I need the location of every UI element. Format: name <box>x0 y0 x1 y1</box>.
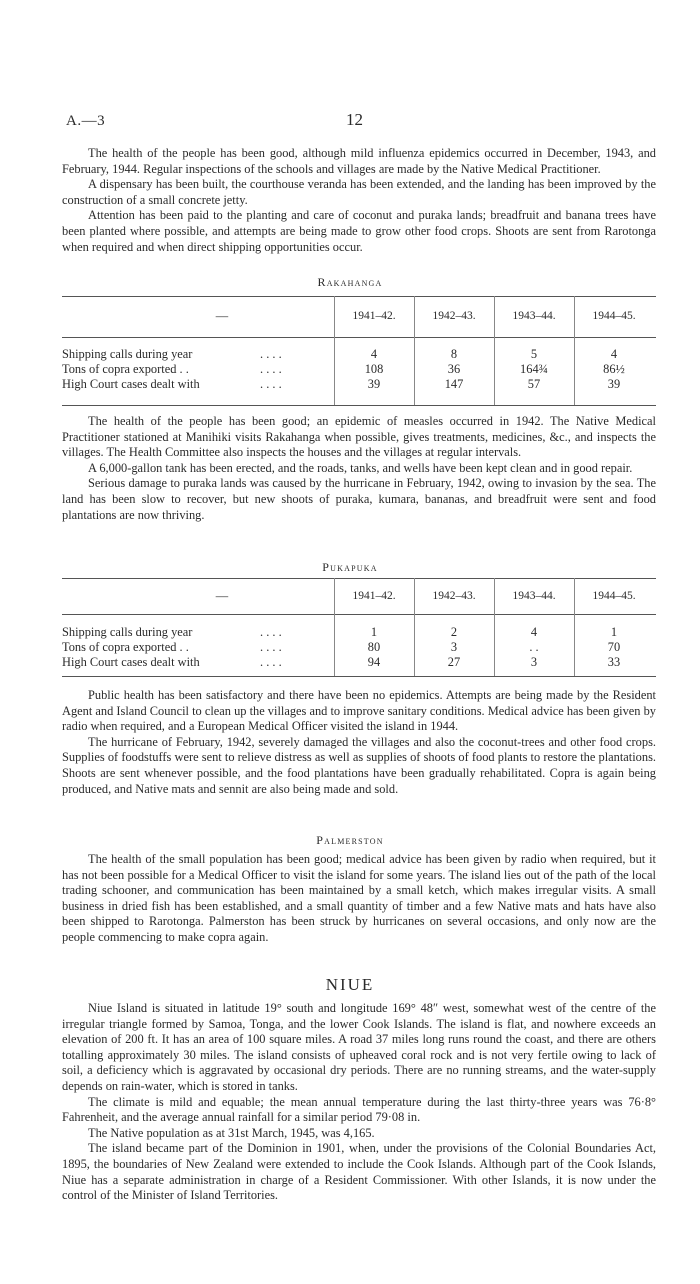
column-header: 1944–45. <box>592 310 636 322</box>
column-header: 1942–43. <box>432 590 476 602</box>
table-cell: 1 <box>370 625 378 639</box>
table-top-rule <box>62 296 656 297</box>
table-row-label: Shipping calls during year . . . . <box>62 347 282 361</box>
table-cell: 164¾ <box>520 362 548 376</box>
intro-section <box>62 146 656 255</box>
document-reference: A.—3 <box>66 113 106 129</box>
table-cell: 39 <box>367 377 381 391</box>
palmerston-text <box>62 852 656 946</box>
paragraph: Serious damage to puraka lands was caused by the hurricane in February, 1942, owing to invasion by the sea. The land has been slow to recover, but new shoots of puraka, kumara, bananas, and breadfruit were sent and food plantations are now thriving. <box>62 476 656 522</box>
table-header-rule <box>62 337 656 338</box>
paragraph: The hurricane of February, 1942, severely damaged the villages and also the coconut-trees and other food crops. Supplies of foodstuffs were sent to relieve distress as well as supplies of shoots of food plants to restore the plantations. Shoots are sent whenever possible, and the food plantations have been gradually rehabilitated. Copra is again being produced, and Native mats and sennit are also being made and sold. <box>62 734 656 796</box>
section-heading-rakahanga: Rakahanga <box>317 275 383 289</box>
table-cell: 108 <box>364 362 384 376</box>
table-row-label: Shipping calls during year . . . . <box>62 625 282 639</box>
table-cell: 2 <box>450 625 458 639</box>
page-number: 12 <box>346 110 363 129</box>
table-cell: 39 <box>607 377 621 391</box>
rakahanga-text <box>62 414 656 523</box>
table-row-label: High Court cases dealt with . . . . <box>62 655 282 669</box>
column-header: 1943–44. <box>512 310 556 322</box>
table-cell: 80 <box>367 640 381 654</box>
paragraph: The health of the people has been good, although mild influenza epidemics occurred in December, 1943, and February, 1944. Regular inspections of the schools and villages are made by the Native Medical Practitioner. <box>62 146 656 176</box>
table-row-label: Tons of copra exported . . . . . . <box>62 640 282 654</box>
paragraph: Attention has been paid to the planting and care of coconut and puraka lands; breadfruit and banana trees have been planted where possible, and attempts are being made to grow other food crops. Shoots are sent from Rarotonga when required and when direct shipping opportunities occur. <box>62 208 656 254</box>
table-cell: . . <box>529 640 539 654</box>
table-row-label: Tons of copra exported . . . . . . <box>62 362 282 376</box>
paragraph: Public health has been satisfactory and there have been no epidemics. Attempts are being made by the Resident Agent and Island Council to clean up the villages and to improve sanitary conditions. Medical advice has been given by radio when required, and a European Medical Officer visited the island in 1944. <box>62 688 656 734</box>
table-cell: 1 <box>610 625 618 639</box>
table-cell: 33 <box>607 655 621 669</box>
paragraph: The island became part of the Dominion in 1901, when, under the provisions of the Colonial Boundaries Act, 1895, the boundaries of New Zealand were extended to include the Cook Islands. Although part of the Cook Islands, Niue has a separate administration in charge of a Resident Commissioner. With other Islands, it is now under the control of the Minister of Island Territories. <box>62 1141 656 1203</box>
table-cell: 4 <box>610 347 618 361</box>
table-cell: 36 <box>447 362 461 376</box>
paragraph: A 6,000-gallon tank has been erected, and the roads, tanks, and wells have been kept clean and in good repair. <box>88 460 633 475</box>
table-cell: 4 <box>370 347 378 361</box>
pukapuka-text <box>62 688 656 797</box>
table-cell: 94 <box>367 655 381 669</box>
paragraph: A dispensary has been built, the courthouse veranda has been extended, and the landing has been improved by the construction of a small concrete jetty. <box>62 177 656 207</box>
section-heading-niue: NIUE <box>325 975 375 994</box>
table-cell: 3 <box>450 640 458 654</box>
section-heading-pukapuka: Pukapuka <box>322 560 378 574</box>
table-cell: 86½ <box>603 362 625 376</box>
stub-header-dash: — <box>215 589 229 603</box>
table-cell: 8 <box>450 347 458 361</box>
table-cell: 57 <box>527 377 541 391</box>
column-header: 1944–45. <box>592 590 636 602</box>
table-bottom-rule <box>62 676 656 677</box>
column-header: 1942–43. <box>432 310 476 322</box>
table-cell: 3 <box>530 655 538 669</box>
column-header: 1941–42. <box>352 590 396 602</box>
stub-header-dash: — <box>215 309 229 323</box>
table-bottom-rule <box>62 405 656 406</box>
section-heading-palmerston: Palmerston <box>316 833 384 847</box>
paragraph: The climate is mild and equable; the mean annual temperature during the last thirty-three years was 76·8° Fahrenheit, and the average annual rainfall for a similar period 79·08 in. <box>62 1094 656 1125</box>
paragraph: The Native population as at 31st March, 1945, was 4,165. <box>88 1125 375 1140</box>
paragraph: The health of the people has been good; an epidemic of measles occurred in 1942. The Native Medical Practitioner stationed at Manihiki visits Rakahanga when possible, gives treatments, medicines, &c., and inspects the villages. The Health Committee also inspects the houses and the villages at regular intervals. <box>62 414 656 460</box>
table-cell: 27 <box>447 655 461 669</box>
paragraph: The health of the small population has been good; medical advice has been given by radio when required, but it has not been possible for a Medical Officer to visit the island for some years. The island lies out of the path of the local trading schooner, and communication has been maintained by a small ketch, which makes irregular visits. A small business in dried fish has been established, and a small quantity of timber and a few Native mats and hats have also been shipped to Rarotonga. Palmerston has been struck by hurricanes on several occasions, and only now are the people commencing to make copra again. <box>62 852 656 944</box>
column-header: 1943–44. <box>512 590 556 602</box>
table-row-label: High Court cases dealt with . . . . <box>62 377 282 391</box>
pukapuka-table <box>62 578 656 680</box>
paragraph: Niue Island is situated in latitude 19° south and longitude 169° 48″ west, somewhat west of the centre of the irregular triangle formed by Samoa, Tonga, and the lower Cook Islands. The island is flat, and nowhere exceeds an elevation of 200 ft. It has an area of 100 square miles. A road 37 miles long runs round the coast, and there are others totalling approximately 30 miles. The island consists of upheaved coral rock and is not very fertile owing to lack of soil, a deficiency which is aggravated by occasional dry periods. There are no running streams, and the water-supply depends on rain-water, which is stored in tanks. <box>62 1001 656 1093</box>
column-header: 1941–42. <box>352 310 396 322</box>
table-cell: 70 <box>607 640 621 654</box>
table-top-rule <box>62 578 656 579</box>
table-header-rule <box>62 614 656 615</box>
table-cell: 5 <box>530 347 538 361</box>
table-cell: 4 <box>530 625 538 639</box>
rakahanga-table <box>62 296 656 408</box>
niue-text <box>62 1001 656 1204</box>
table-cell: 147 <box>444 377 464 391</box>
